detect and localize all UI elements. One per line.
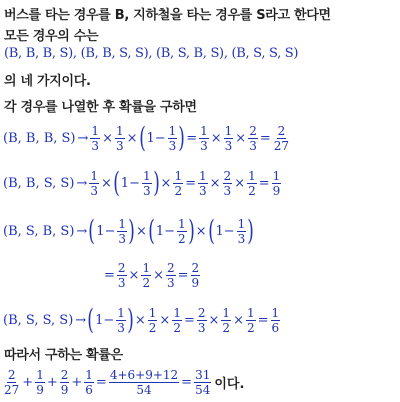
fraction xyxy=(173,170,183,197)
math-symbol: × xyxy=(234,175,246,191)
denominator: 3 xyxy=(117,275,126,290)
parenthesis: ) xyxy=(152,166,160,199)
fraction xyxy=(60,369,70,396)
parenthesis: ( xyxy=(87,303,94,336)
fraction xyxy=(221,307,231,334)
cases-list: (B, B, B, S), (B, B, S, S), (B, S, B, S), (B, S, S, S) xyxy=(4,46,299,61)
math-symbol: = xyxy=(259,130,271,146)
denominator: 2 xyxy=(222,320,231,335)
numerator: 1 xyxy=(271,305,280,320)
math-symbol: → xyxy=(77,130,89,146)
numerator: 1 xyxy=(115,123,124,138)
parenthesis: ) xyxy=(128,214,135,247)
math-symbol: × xyxy=(210,130,222,146)
fraction xyxy=(168,125,178,152)
math-symbol: × xyxy=(102,130,113,146)
denominator: 2 xyxy=(248,183,256,198)
denominator: 2 xyxy=(178,231,186,246)
math-symbol: × xyxy=(209,175,221,191)
math-symbol: × xyxy=(195,223,207,239)
conclusion-suffix: 이다. xyxy=(214,376,245,392)
fraction xyxy=(89,170,99,197)
parenthesis: ( xyxy=(113,166,120,199)
case-label: (B, B, S, S) xyxy=(3,175,75,191)
parenthesis: ) xyxy=(178,121,186,154)
denominator: 3 xyxy=(168,138,177,153)
numerator: 1 xyxy=(36,367,44,382)
math-symbol: + xyxy=(71,374,83,390)
math-symbol: = xyxy=(181,374,193,390)
numerator: 2 xyxy=(191,260,200,275)
numerator: 2 xyxy=(223,168,232,183)
fraction xyxy=(272,170,282,197)
intro-line-5: 각 경우를 나열한 후 확률을 구하면 xyxy=(4,100,197,115)
numerator: 1 xyxy=(148,305,157,320)
math-symbol: × xyxy=(126,130,138,146)
fraction xyxy=(199,125,209,152)
numerator: 1 xyxy=(272,168,281,183)
numerator: 2 xyxy=(277,123,286,138)
case-label: (B, B, B, S) xyxy=(3,130,76,146)
denominator: 3 xyxy=(167,275,175,290)
row-3 xyxy=(2,211,254,251)
denominator: 3 xyxy=(249,138,257,153)
row-4 xyxy=(2,300,281,340)
fraction xyxy=(142,170,152,197)
fraction xyxy=(271,307,281,334)
fraction xyxy=(148,307,158,334)
fraction xyxy=(177,218,187,245)
fraction xyxy=(198,170,208,197)
math-symbol: = xyxy=(177,267,189,283)
math-symbol: → xyxy=(76,223,88,239)
numerator: 1 xyxy=(222,305,231,320)
fraction xyxy=(166,262,176,289)
fraction xyxy=(109,369,179,396)
denominator: 3 xyxy=(90,183,98,198)
numerator: 2 xyxy=(7,367,16,382)
parenthesis: ) xyxy=(187,214,195,247)
numerator: 4+6+9+12 xyxy=(109,367,179,382)
denominator: 9 xyxy=(191,275,200,290)
math-symbol: × xyxy=(128,267,140,283)
math-symbol: = xyxy=(258,175,270,191)
numerator: 1 xyxy=(118,216,127,231)
numerator: 1 xyxy=(91,123,100,138)
math-symbol: = xyxy=(183,312,195,328)
parenthesis: ) xyxy=(247,214,254,247)
numerator: 1 xyxy=(168,123,177,138)
numerator: 1 xyxy=(200,123,208,138)
fraction xyxy=(84,369,94,396)
denominator: 3 xyxy=(237,231,246,246)
intro-line-2: 모든 경우의 수는 xyxy=(4,29,99,44)
numerator: 1 xyxy=(199,168,207,183)
fraction xyxy=(90,125,100,152)
row-1 xyxy=(2,118,291,158)
math-symbol: 1− xyxy=(95,312,115,328)
intro-line-1: 버스를 타는 경우를 B, 지하철을 타는 경우를 S라고 한다면 xyxy=(4,8,331,23)
numerator: 31 xyxy=(195,367,211,382)
denominator: 2 xyxy=(174,183,183,198)
math-symbol: = xyxy=(257,312,269,328)
parenthesis: ( xyxy=(207,214,215,247)
numerator: 1 xyxy=(142,168,151,183)
fraction xyxy=(247,170,257,197)
denominator: 3 xyxy=(199,183,207,198)
parenthesis: ( xyxy=(148,214,155,247)
fraction xyxy=(115,125,125,152)
fraction xyxy=(224,125,234,152)
fraction xyxy=(172,307,182,334)
math-symbol: → xyxy=(75,312,87,328)
math-symbol: 1− xyxy=(146,130,166,146)
math-symbol: + xyxy=(22,374,34,390)
math-symbol: × xyxy=(160,175,172,191)
fraction xyxy=(273,125,290,152)
math-symbol: = xyxy=(185,175,196,191)
numerator: 1 xyxy=(117,305,125,320)
math-symbol: × xyxy=(100,175,112,191)
math-symbol: + xyxy=(46,374,58,390)
denominator: 3 xyxy=(118,231,127,246)
fraction xyxy=(117,262,127,289)
numerator: 1 xyxy=(174,168,183,183)
denominator: 2 xyxy=(148,320,157,335)
math-symbol: = xyxy=(186,130,198,146)
math-symbol: × xyxy=(153,267,164,283)
denominator: 2 xyxy=(142,275,151,290)
fraction xyxy=(223,170,233,197)
fraction xyxy=(3,369,20,396)
numerator: 1 xyxy=(248,168,256,183)
denominator: 2 xyxy=(246,320,255,335)
denominator: 3 xyxy=(91,138,100,153)
fraction xyxy=(117,218,127,245)
numerator: 1 xyxy=(142,260,151,275)
fraction xyxy=(246,307,256,334)
math-symbol: × xyxy=(134,312,146,328)
denominator: 27 xyxy=(4,382,20,397)
math-symbol: × xyxy=(159,312,171,328)
denominator: 3 xyxy=(142,183,151,198)
numerator: 1 xyxy=(237,216,246,231)
final-expression xyxy=(2,364,244,400)
denominator: 6 xyxy=(271,320,280,335)
denominator: 27 xyxy=(273,138,290,153)
fraction xyxy=(248,125,258,152)
math-symbol: → xyxy=(76,175,88,191)
math-symbol: 1− xyxy=(215,223,235,239)
row-3-continued xyxy=(103,255,201,295)
conclusion-line: 따라서 구하는 확률은 xyxy=(4,348,123,363)
numerator: 1 xyxy=(85,367,93,382)
math-symbol: 1− xyxy=(120,175,140,191)
fraction xyxy=(116,307,126,334)
numerator: 2 xyxy=(167,260,175,275)
fraction xyxy=(237,218,247,245)
fraction xyxy=(194,369,211,396)
denominator: 3 xyxy=(223,183,232,198)
numerator: 1 xyxy=(178,216,186,231)
math-symbol: = xyxy=(104,267,115,283)
denominator: 9 xyxy=(60,382,69,397)
math-symbol: × xyxy=(208,312,220,328)
denominator: 54 xyxy=(195,382,211,397)
fraction xyxy=(191,262,201,289)
numerator: 2 xyxy=(249,123,257,138)
denominator: 2 xyxy=(173,320,181,335)
fraction xyxy=(141,262,151,289)
numerator: 2 xyxy=(117,260,126,275)
parenthesis: ( xyxy=(88,214,96,247)
denominator: 3 xyxy=(224,138,233,153)
math-symbol: = xyxy=(95,374,107,390)
numerator: 1 xyxy=(246,305,255,320)
fraction xyxy=(197,307,207,334)
intro-line-4: 의 네 가지이다. xyxy=(4,74,91,89)
row-2 xyxy=(2,163,282,203)
denominator: 3 xyxy=(200,138,208,153)
math-symbol: × xyxy=(136,223,147,239)
numerator: 2 xyxy=(197,305,206,320)
case-label: (B, S, B, S) xyxy=(3,223,75,239)
math-symbol: 1− xyxy=(96,223,116,239)
parenthesis: ) xyxy=(127,303,134,336)
denominator: 6 xyxy=(85,382,93,397)
numerator: 1 xyxy=(90,168,98,183)
denominator: 9 xyxy=(36,382,44,397)
denominator: 3 xyxy=(117,320,125,335)
case-label: (B, S, S, S) xyxy=(3,312,74,328)
parenthesis: ( xyxy=(138,121,146,154)
numerator: 1 xyxy=(173,305,181,320)
numerator: 2 xyxy=(60,367,69,382)
math-symbol: × xyxy=(235,130,247,146)
denominator: 9 xyxy=(272,183,281,198)
math-symbol: × xyxy=(233,312,244,328)
denominator: 3 xyxy=(115,138,124,153)
denominator: 3 xyxy=(197,320,206,335)
numerator: 1 xyxy=(224,123,233,138)
math-symbol: 1− xyxy=(155,223,176,239)
fraction xyxy=(35,369,45,396)
denominator: 54 xyxy=(136,382,152,397)
